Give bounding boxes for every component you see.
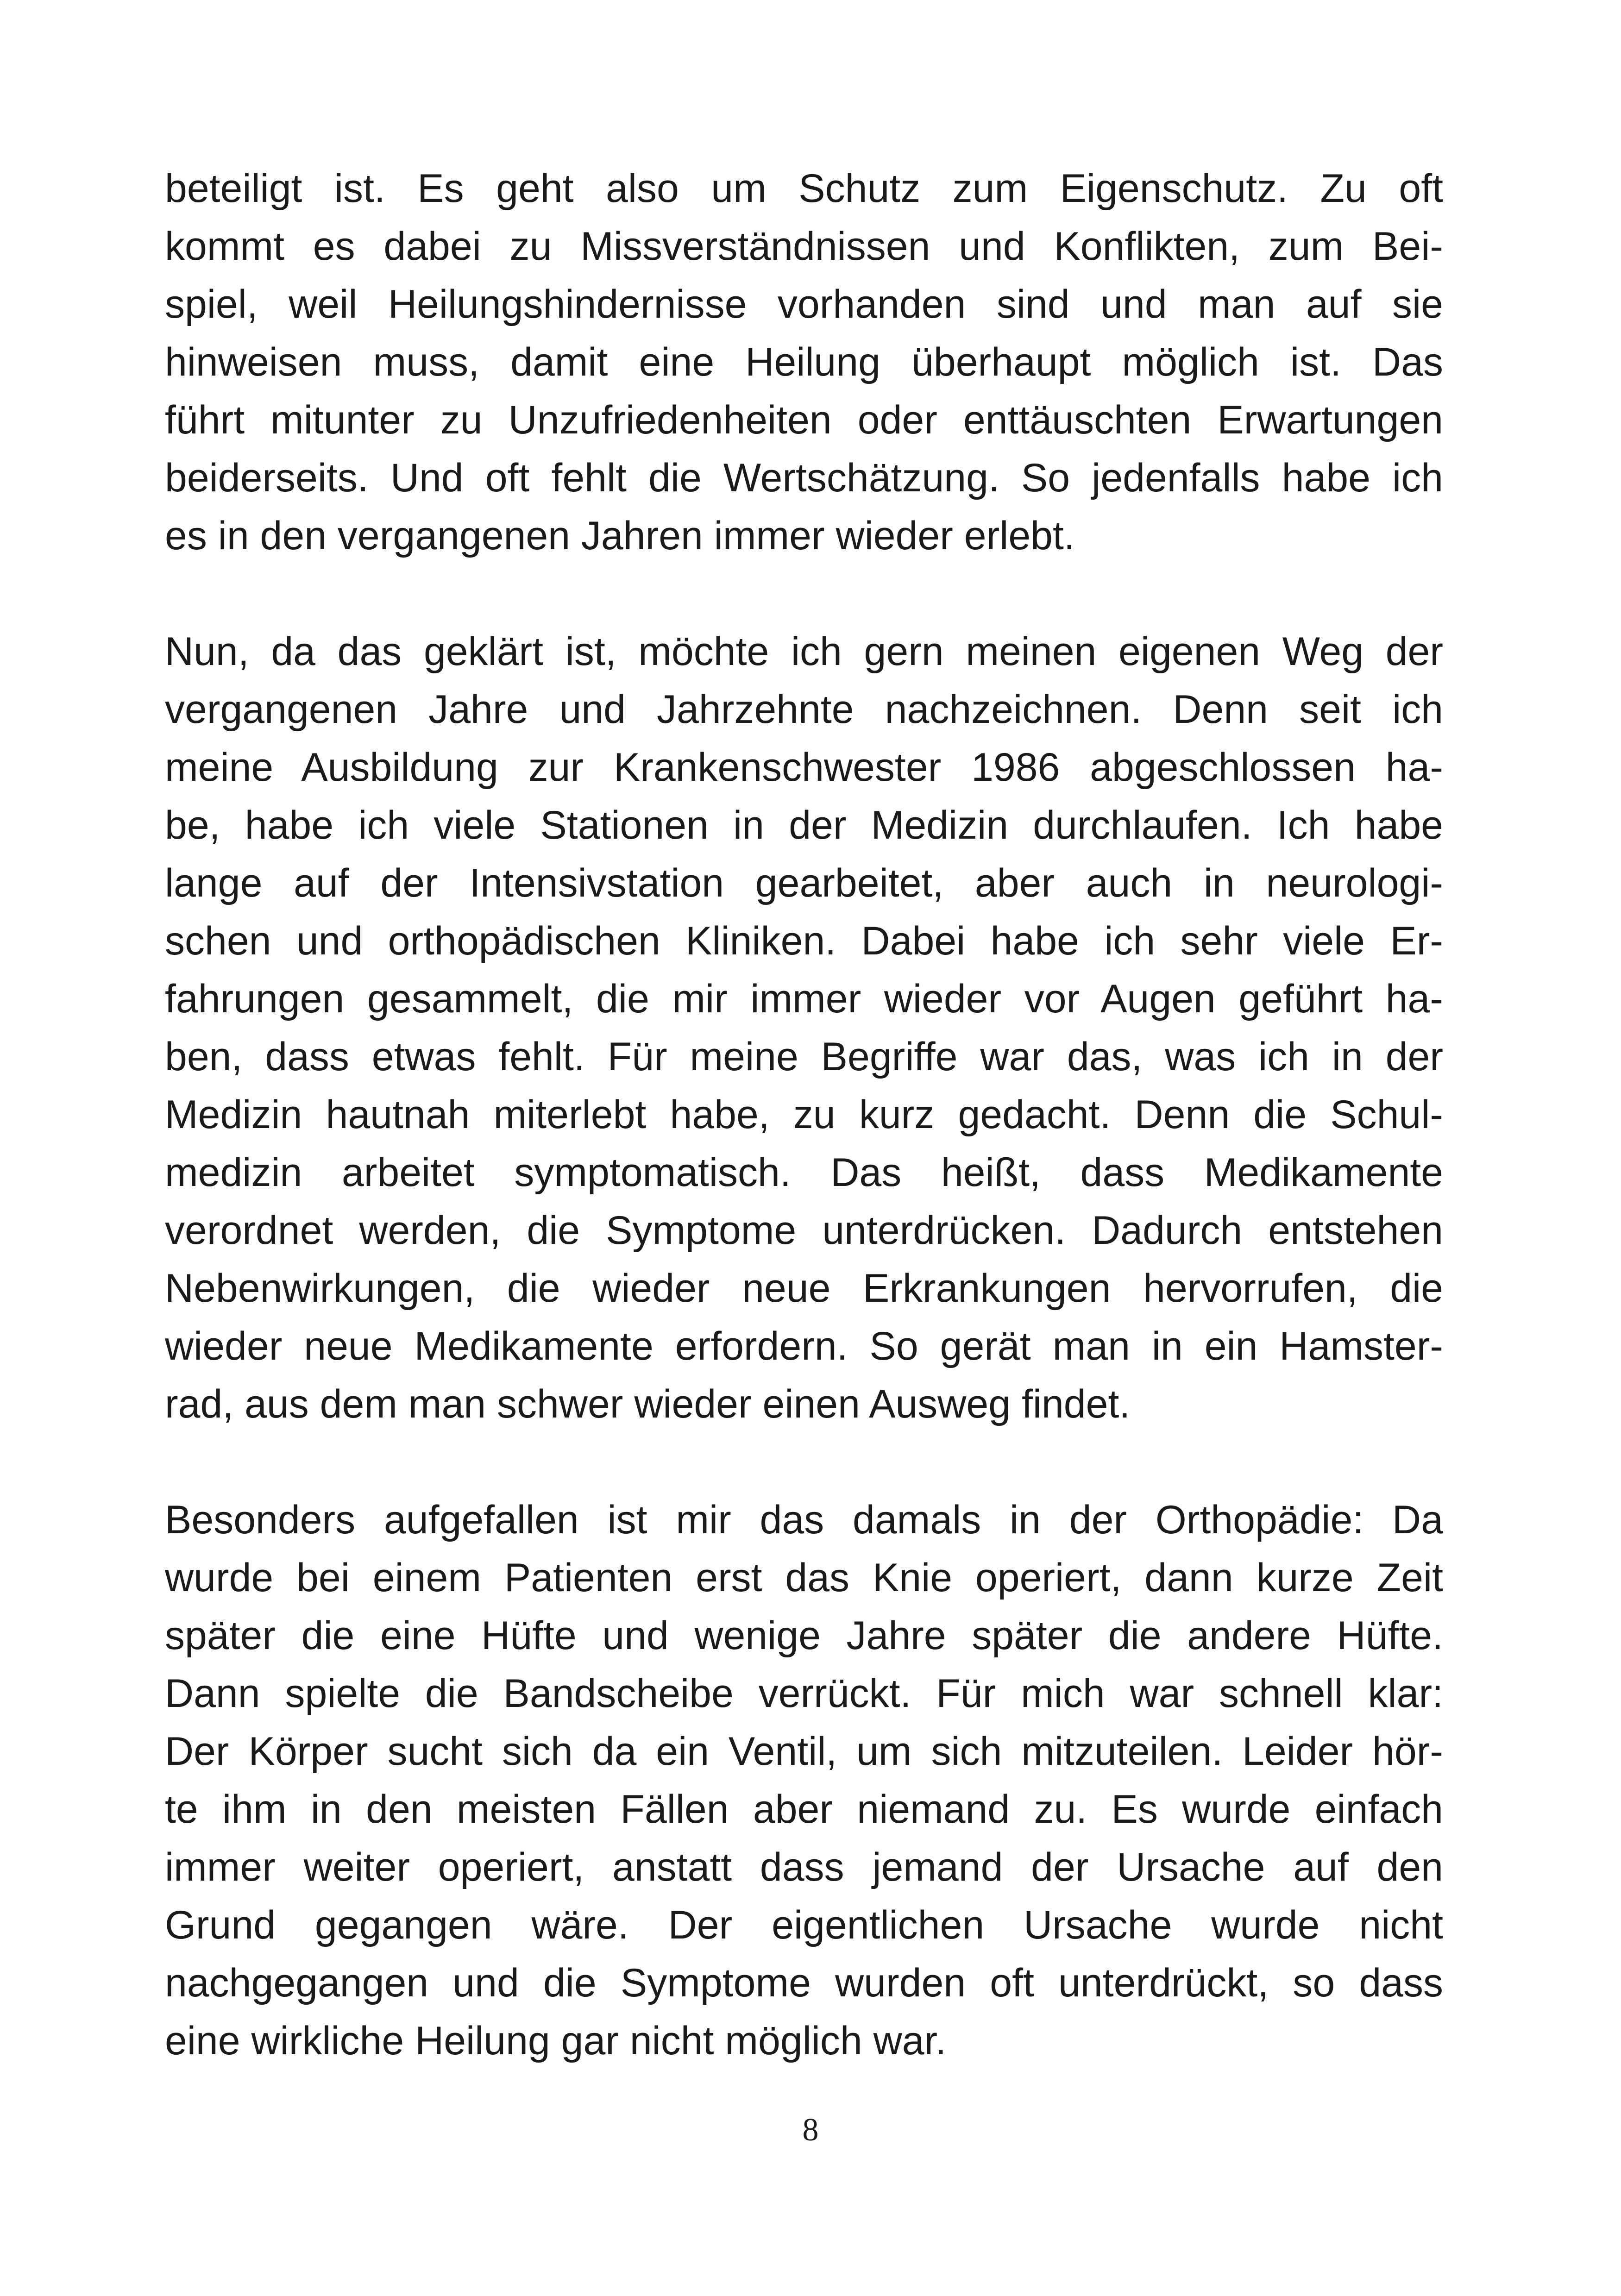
text-line: spiel, weil Heilungshindernisse vorhanden sind und man auf sie bbox=[165, 282, 1443, 326]
text-line: beteiligt ist. Es geht also um Schutz zum Eigenschutz. Zu oft bbox=[165, 166, 1443, 211]
text-line: nachgegangen und die Symptome wurden oft unterdrückt, so dass bbox=[165, 1961, 1443, 2005]
text-line: meine Ausbildung zur Krankenschwester 1986 abgeschlossen ha- bbox=[165, 745, 1443, 790]
text-line: wurde bei einem Patienten erst das Knie operiert, dann kurze Zeit bbox=[165, 1556, 1443, 1600]
body-text bbox=[165, 160, 1443, 2128]
text-line: vergangenen Jahre und Jahrzehnte nachzeichnen. Denn seit ich bbox=[165, 687, 1443, 732]
text-line: ben, dass etwas fehlt. Für meine Begriffe war das, was ich in der bbox=[165, 1035, 1443, 1079]
text-line: wieder neue Medikamente erfordern. So gerät man in ein Hamster- bbox=[165, 1324, 1443, 1368]
text-line: rad, aus dem man schwer wieder einen Ausweg findet. bbox=[165, 1382, 1131, 1426]
text-line: später die eine Hüfte und wenige Jahre später die andere Hüfte. bbox=[165, 1613, 1443, 1658]
text-line: lange auf der Intensivstation gearbeitet, aber auch in neurologi- bbox=[165, 861, 1443, 905]
text-line: kommt es dabei zu Missverständnissen und Konflikten, zum Bei- bbox=[165, 224, 1443, 269]
text-line: führt mitunter zu Unzufriedenheiten oder enttäuschten Erwartungen bbox=[165, 398, 1443, 442]
text-line: eine wirkliche Heilung gar nicht möglich war. bbox=[165, 2019, 947, 2063]
page-number: 8 bbox=[802, 2112, 819, 2148]
text-line: hinweisen muss, damit eine Heilung überhaupt möglich ist. Das bbox=[165, 340, 1443, 384]
text-line: immer weiter operiert, anstatt dass jemand der Ursache auf den bbox=[165, 1845, 1443, 1889]
text-line: Grund gegangen wäre. Der eigentlichen Ursache wurde nicht bbox=[165, 1903, 1443, 1947]
text-line: beiderseits. Und oft fehlt die Wertschätzung. So jedenfalls habe ich bbox=[165, 456, 1443, 500]
text-line: be, habe ich viele Stationen in der Medizin durchlaufen. Ich habe bbox=[165, 803, 1443, 847]
text-line: es in den vergangenen Jahren immer wieder erlebt. bbox=[165, 514, 1075, 558]
text-line: verordnet werden, die Symptome unterdrücken. Dadurch entstehen bbox=[165, 1208, 1443, 1253]
text-line: fahrungen gesammelt, die mir immer wieder vor Augen geführt ha- bbox=[165, 977, 1443, 1021]
paragraph-1 bbox=[165, 160, 1443, 565]
text-line: Nebenwirkungen, die wieder neue Erkrankungen hervorrufen, die bbox=[165, 1266, 1443, 1311]
text-line: Nun, da das geklärt ist, möchte ich gern meinen eigenen Weg der bbox=[165, 629, 1443, 674]
text-line: Besonders aufgefallen ist mir das damals in der Orthopädie: Da bbox=[165, 1498, 1443, 1542]
text-line: te ihm in den meisten Fällen aber niemand zu. Es wurde einfach bbox=[165, 1787, 1443, 1832]
paragraph-2 bbox=[165, 623, 1443, 1433]
text-line: Der Körper sucht sich da ein Ventil, um sich mitzuteilen. Leider hör- bbox=[165, 1729, 1443, 1774]
text-line: Medizin hautnah miterlebt habe, zu kurz gedacht. Denn die Schul- bbox=[165, 1092, 1443, 1137]
text-line: Dann spielte die Bandscheibe verrückt. Für mich war schnell klar: bbox=[165, 1671, 1443, 1716]
text-line: schen und orthopädischen Kliniken. Dabei habe ich sehr viele Er- bbox=[165, 919, 1443, 963]
text-line: medizin arbeitet symptomatisch. Das heißt, dass Medikamente bbox=[165, 1150, 1443, 1195]
paragraph-3 bbox=[165, 1491, 1443, 2070]
